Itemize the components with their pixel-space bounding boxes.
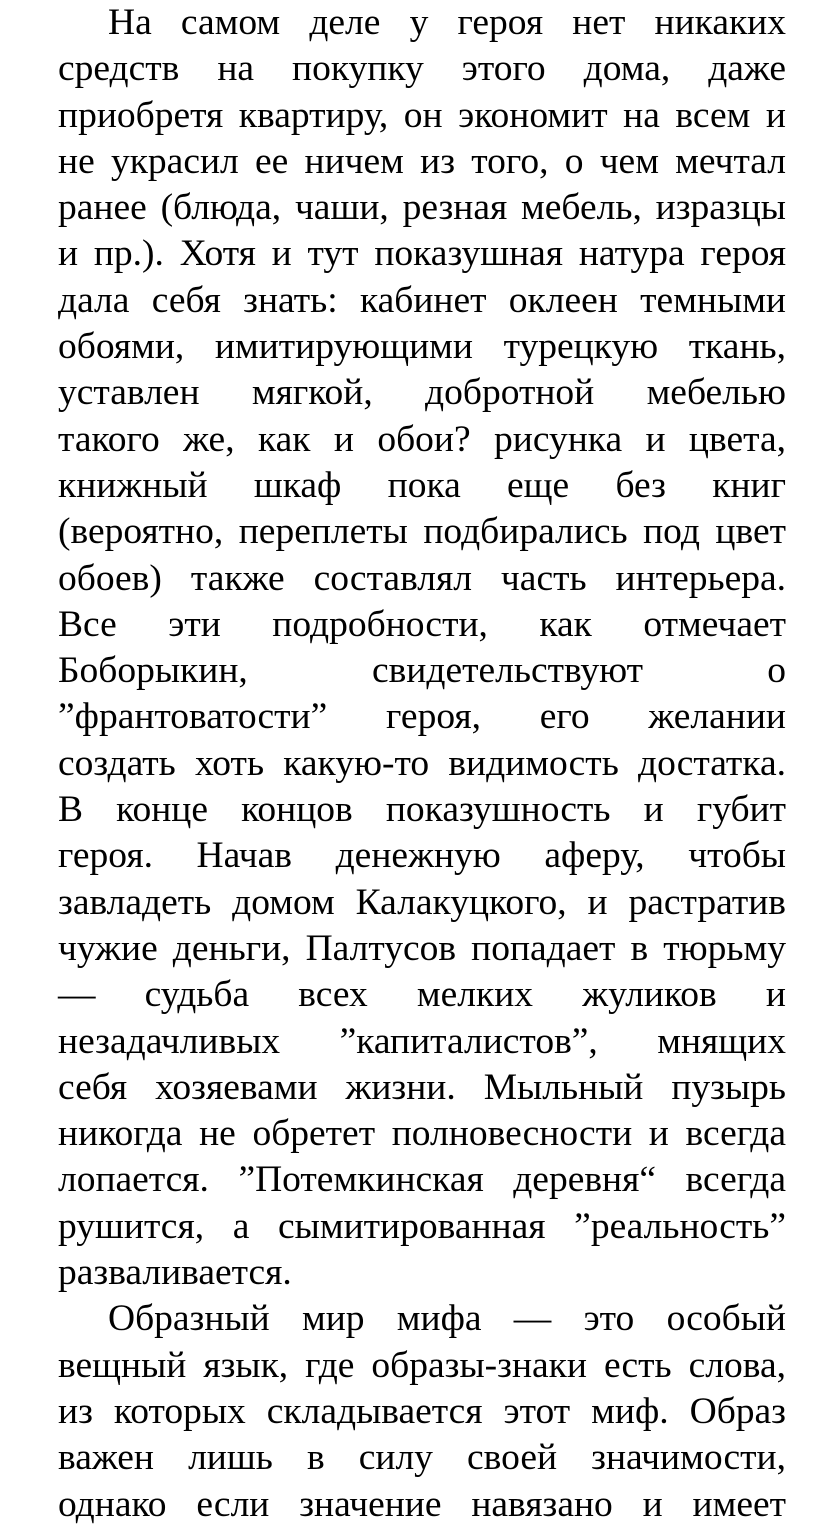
- text-line: средств на покупку этого дома, даже: [58, 48, 786, 90]
- text-line: не украсил ее ничем из того, о чем мечтал: [58, 140, 786, 182]
- text-line: однако если значение навязано и имеет: [58, 1483, 786, 1525]
- text-line: книжный шкаф пока еще без книг: [58, 464, 786, 506]
- text-line: и пр.). Хотя и тут показушная натура героя: [58, 233, 786, 275]
- text-line: героя. Начав денежную аферу, чтобы: [58, 835, 786, 877]
- text-line: незадачливых ”капиталистов”, мнящих: [58, 1020, 786, 1062]
- text-line: На самом деле у героя нет никаких: [108, 2, 786, 43]
- text-line: никогда не обретет полновесности и всегда: [58, 1113, 786, 1155]
- text-line: создать хоть какую-то видимость достатка.: [58, 742, 786, 784]
- text-line: В конце концов показушность и губит: [58, 789, 786, 831]
- text-line: дала себя знать: кабинет оклеен темными: [58, 279, 786, 321]
- text-line: Образный мир мифа — это особый: [108, 1298, 786, 1340]
- text-line: обоями, имитирующими турецкую ткань,: [58, 326, 786, 368]
- text-line: из которых складывается этот миф. Образ: [58, 1390, 786, 1432]
- text-line: — судьба всех мелких жуликов и: [58, 974, 786, 1016]
- text-line: ранее (блюда, чаши, резная мебель, изразцы: [58, 187, 786, 229]
- text-line: разваливается.: [58, 1252, 292, 1294]
- text-line: такого же, как и обои? рисунка и цвета,: [58, 418, 786, 460]
- paragraph-2: [58, 1296, 786, 1527]
- text-line: чужие деньги, Палтусов попадает в тюрьму: [58, 927, 786, 969]
- text-line: рушится, а сымитированная ”реальность”: [58, 1205, 786, 1247]
- paragraph-1: [58, 0, 786, 1296]
- text-line: обоев) также составлял часть интерьера.: [58, 557, 786, 599]
- text-line: приобретя квартиру, он экономит на всем и: [58, 94, 786, 136]
- text-line: (вероятно, переплеты подбирались под цвет: [58, 511, 786, 553]
- text-line: уставлен мягкой, добротной мебелью: [58, 372, 786, 414]
- text-line: ”франтоватости” героя, его желании: [58, 696, 786, 738]
- text-line: себя хозяевами жизни. Мыльный пузырь: [58, 1066, 786, 1108]
- text-line: Все эти подробности, как отмечает: [58, 603, 786, 645]
- text-line: вещный язык, где образы-знаки есть слова,: [58, 1344, 786, 1386]
- text-line: важен лишь в силу своей значимости,: [58, 1437, 786, 1479]
- text-line: завладеть домом Калакуцкого, и растратив: [58, 881, 786, 923]
- document-page: [58, 0, 786, 1528]
- text-line: лопается. ”Потемкинская деревня“ всегда: [58, 1159, 786, 1201]
- text-line: Боборыкин, свидетельствуют о: [58, 650, 786, 692]
